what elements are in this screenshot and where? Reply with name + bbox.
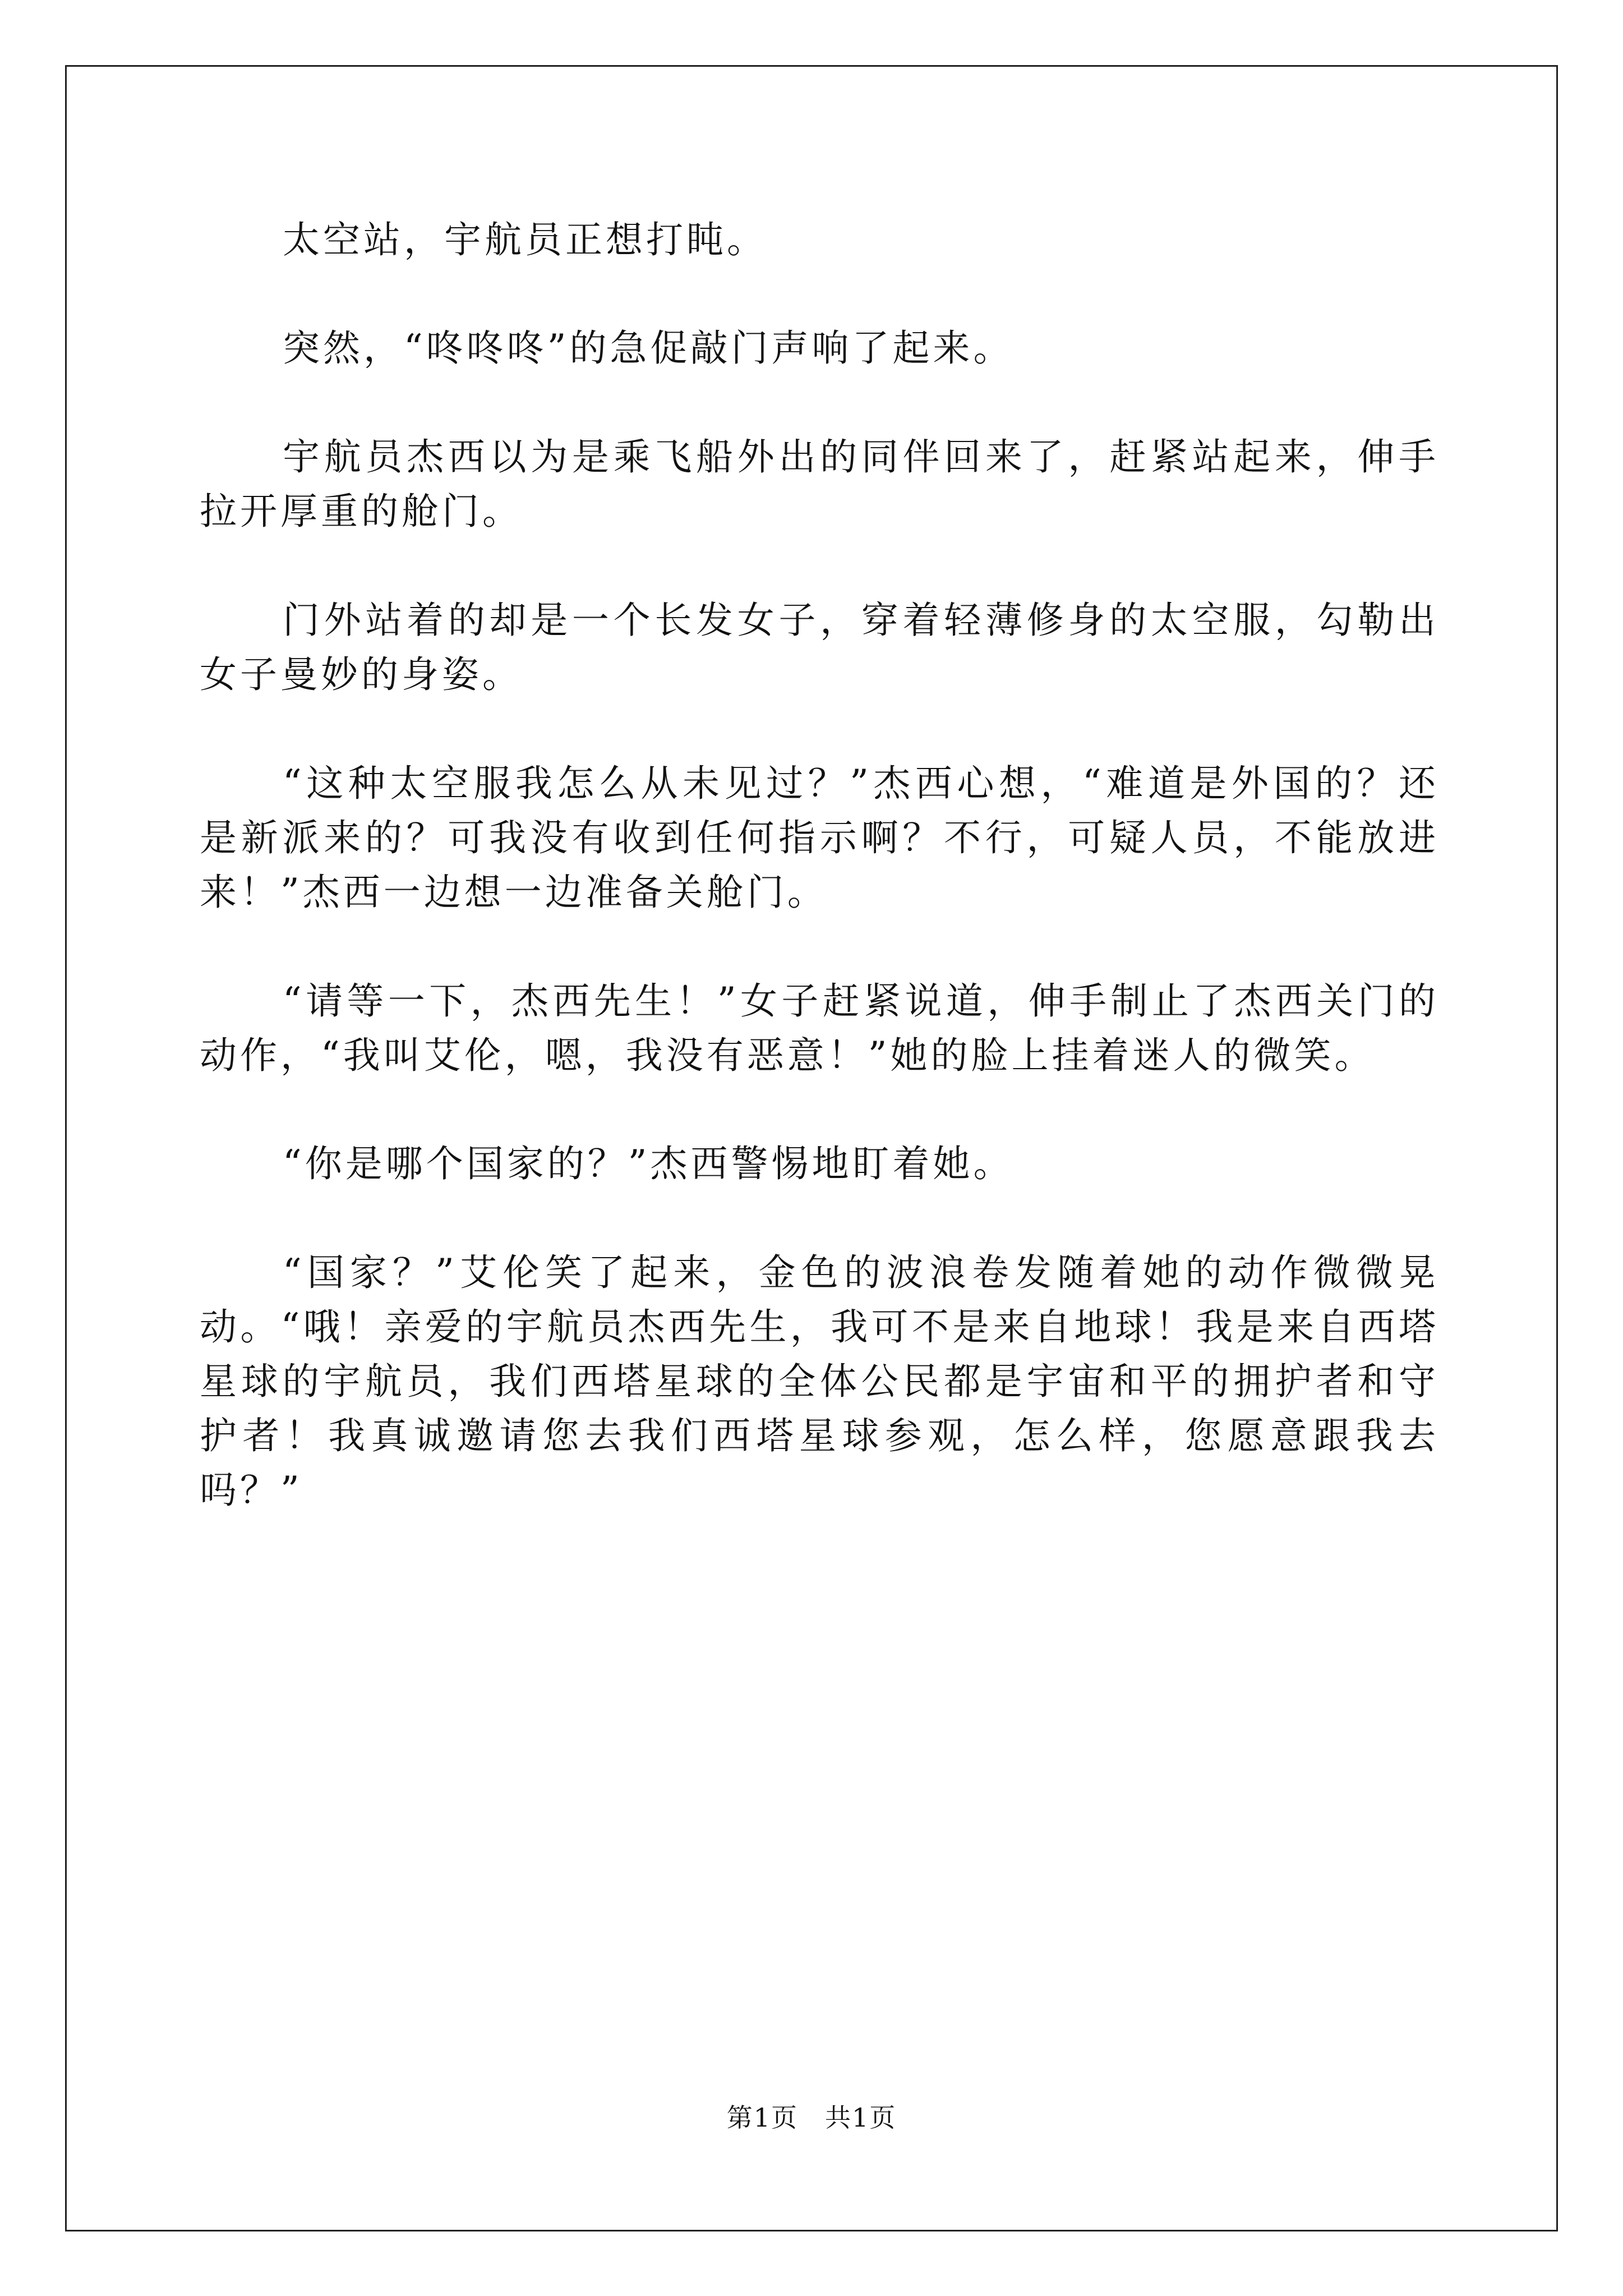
document-body (200, 213, 1439, 1572)
paragraph-4: 门外站着的却是一个长发女子，穿着轻薄修身的太空服，勾勒出女子曼妙的身姿。 (200, 599, 1439, 696)
paragraph-5: “这种太空服我怎么从未见过？”杰西心想，“难道是外国的？还是新派来的？可我没有收到任何指示啊？不行，可疑人员，不能放进来！”杰西一边想一边准备关舱门。 (200, 762, 1439, 914)
paragraph-8: “国家？”艾伦笑了起来，金色的波浪卷发随着她的动作微微晃动。“哦！亲爱的宇航员杰西先生，我可不是来自地球！我是来自西塔星球的宇航员，我们西塔星球的全体公民都是宇宙和平的拥护者和守护者！我真诚邀请您去我们西塔星球参观，怎么样，您愿意跟我去吗？” (200, 1251, 1439, 1512)
paragraph-6: “请等一下，杰西先生！”女子赶紧说道，伸手制止了杰西关门的动作，“我叫艾伦，嗯，我没有恶意！”她的脸上挂着迷人的微笑。 (200, 979, 1439, 1077)
paragraph-3: 宇航员杰西以为是乘飞船外出的同伴回来了，赶紧站起来，伸手拉开厚重的舱门。 (200, 435, 1439, 533)
page-footer: 第1页 共1页 (726, 2102, 897, 2133)
paragraph-1: 太空站，宇航员正想打盹。 (283, 218, 767, 261)
paragraph-7: “你是哪个国家的？”杰西警惕地盯着她。 (283, 1142, 1014, 1185)
paragraph-2: 突然，“咚咚咚”的急促敲门声响了起来。 (283, 326, 1014, 370)
